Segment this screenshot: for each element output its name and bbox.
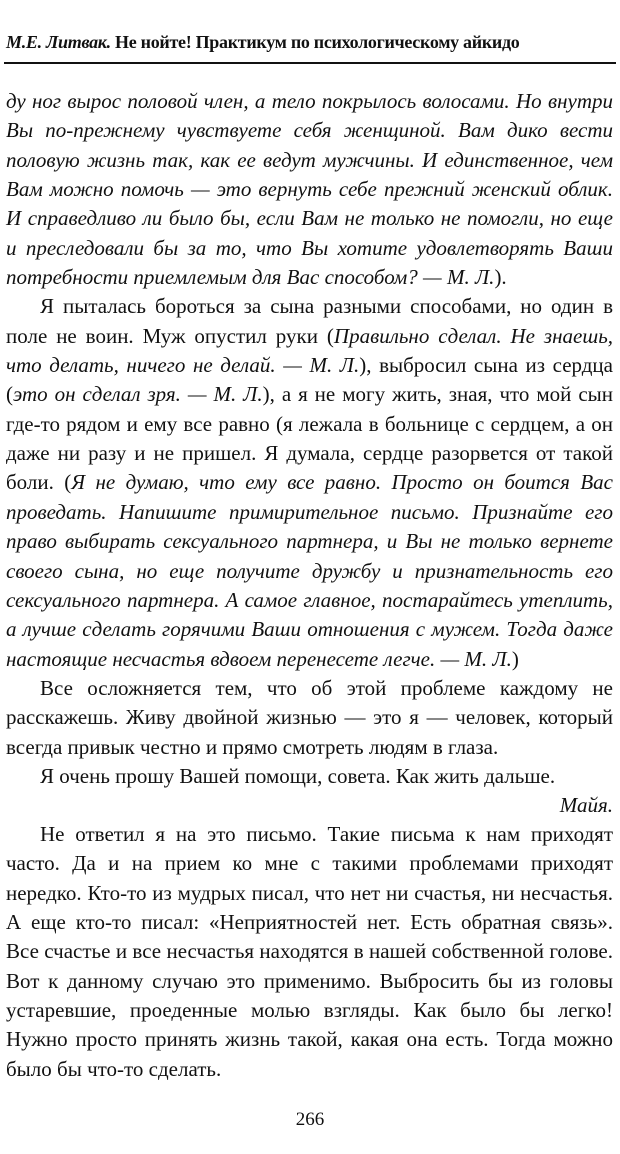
letter-signature: Майя. — [559, 793, 613, 818]
author-comment: Правильно сделал. Не знаешь, что делать, ничего не делай. — М. Л. — [6, 323, 614, 378]
text-run: ), выбросил сына из сердца ( — [6, 353, 613, 407]
page-number: 266 — [295, 1109, 325, 1130]
letter-body — [6, 87, 613, 821]
text-run: ) — [511, 646, 519, 671]
running-header — [6, 32, 614, 53]
letter-paragraph: Я очень прошу Вашей помощи, совета. Как жить дальше. — [40, 763, 556, 788]
letter-paragraph: Все осложняется тем, что об этой проблеме каждому не расскажешь. Живу двойной жизнью — это я — человек, который всегда привык честно и прямо смотреть людям в глаза. — [6, 675, 613, 759]
response-body — [6, 820, 613, 1084]
header-rule — [4, 62, 616, 64]
text-run: ), а я не могу жить, зная, что мой сын где-то рядом и ему все равно (я лежала в больнице с сердцем, а он даже ни разу и не пришел. Я думала, сердце разорвется от такой боли. ( — [6, 382, 613, 495]
letter-paragraph — [6, 87, 613, 292]
header-author: М.Е. Литвак. — [6, 32, 111, 52]
author-comment: Я не думаю, что ему все равно. Просто он боится Вас проведать. Напишите примирительное письмо. Признайте его право выбирать сексуального партнера, и Вы не только вернете своего сына, но еще получите дружбу и признательность его сексуального партнера. А самое главное, постарайтесь утеплить, а лучше сделать горячими Ваши отношения с мужем. Тогда даже настоящие несчастья вдвоем перенесете легче. — М. Л. — [6, 470, 613, 671]
response-paragraph: Не ответил я на это письмо. Такие письма к нам приходят часто. Да и на прием ко мне с такими проблемами приходят нередко. Кто-то из мудрых писал, что нет ни счастья, ни несчастья. А еще кто-то писал: «Неприятностей нет. Есть обратная связь». Все счастье и все несчастья находятся в нашей собственной голове. Вот к данному случаю это применимо. Выбросить бы из головы устаревшие, проеденные молью взгляды. Как было бы легко! Нужно просто принять жизнь такой, какая она есть. Тогда можно было бы что-то сделать. — [6, 822, 613, 1081]
author-comment: ду ног вырос половой член, а тело покрылось волосами. Но внутри Вы по-прежнему чувствуете себя женщиной. Вам дико вести половую жизнь так, как ее ведут мужчины. И единственное, чем Вам можно помочь — это вернуть себе прежний женский облик. И справедливо ли было бы, если Вам не только не помогли, но еще и преследовали бы за то, что Вы хотите удовлетворять Ваши потребности приемлемым для Вас способом? — М. Л. — [6, 89, 613, 290]
author-comment: это он сделал зря. — М. Л. — [13, 382, 263, 407]
header-title: Не нойте! Практикум по психологическому айкидо — [115, 32, 520, 52]
text-run: ). — [494, 265, 507, 290]
letter-paragraph — [6, 292, 613, 673]
text-run: Я пыталась бороться за сына разными способами, но один в поле не воин. Муж опустил руки ( — [6, 294, 613, 348]
